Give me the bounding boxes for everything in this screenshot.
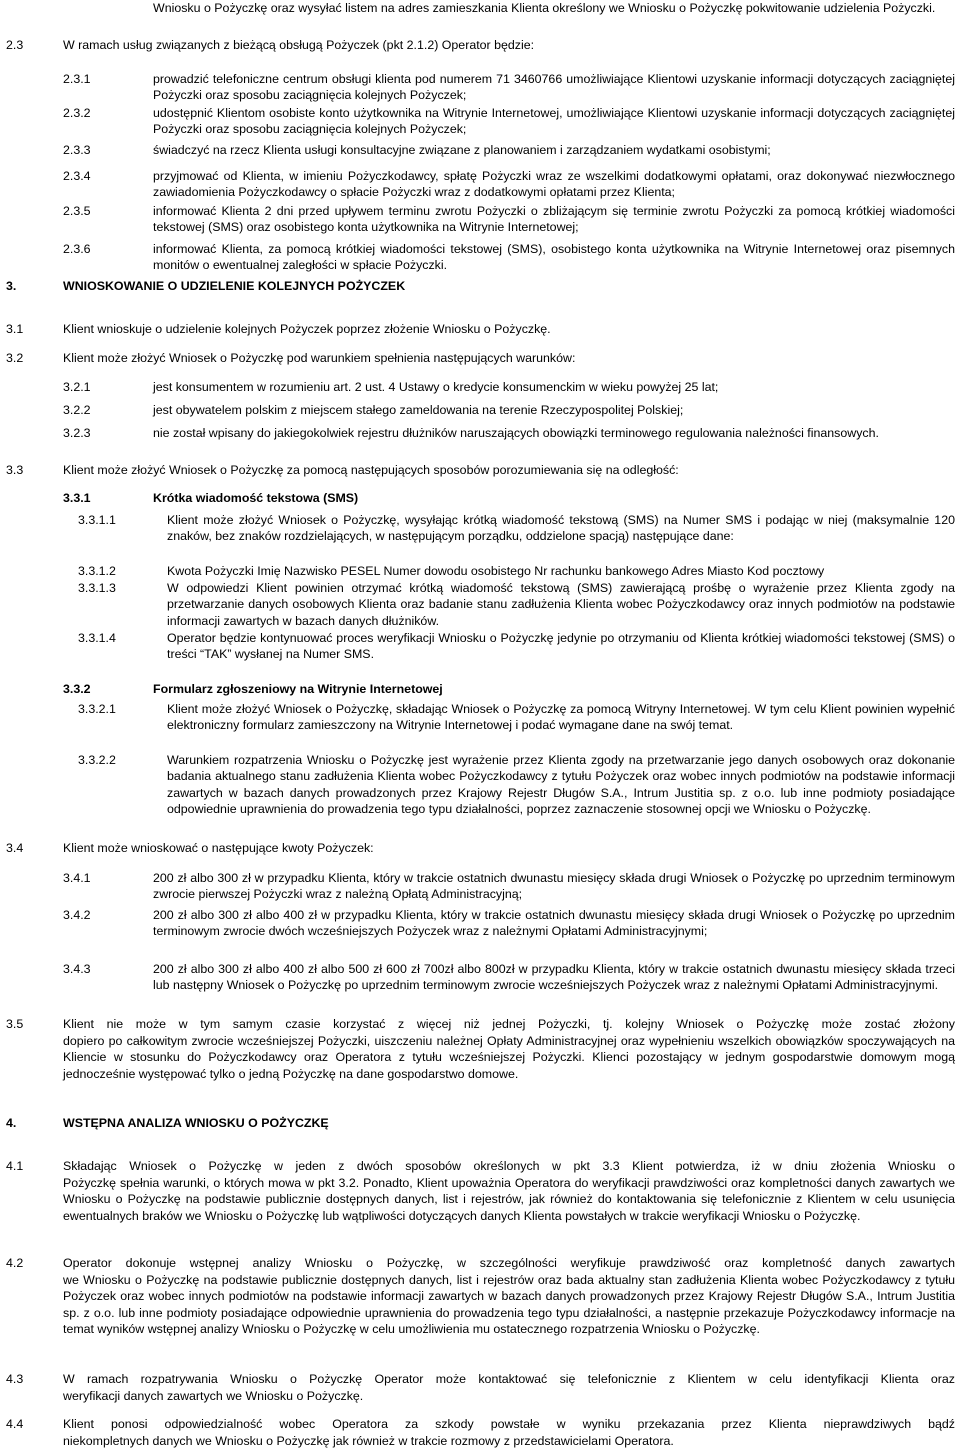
clause-number: 3.2.1 (63, 380, 91, 394)
clause-text: przyjmować od Klienta, w imieniu Pożyczkodawcy, spłatę Pożyczki wraz ze wszelkimi dodatkowymi opłatami, oraz dokonywać niezwłocznego zawiadomienia Pożyczkodawcy o spłacie Pożyczki wraz z dodatkowymi opłatami przez Klienta; (153, 169, 955, 200)
clause-number: 3.2.3 (63, 426, 91, 440)
section-text: W ramach usług związanych z bieżącą obsługą Pożyczek (pkt 2.1.2) Operator będzie: (63, 38, 535, 52)
section-text-first-line: W ramach rozpatrywania Wniosku o Pożyczkę Operator może kontaktować się telefonicznie z Klientem w celu identyfikacji Klienta oraz (63, 1372, 955, 1386)
clause-text: informować Klienta, za pomocą krótkiej wiadomości tekstowej (SMS), osobistego konta użytkownika na Witrynie Internetowej oraz pisemnych monitów o ewentualnej zaległości w spłacie Pożyczki. (153, 242, 955, 273)
clause-number: 3.3.2.1 (78, 702, 116, 716)
section-number: 3.4 (6, 841, 24, 855)
clause-text: nie został wpisany do jakiegokolwiek rejestru dłużników naruszających obowiązki terminowego regulowania należności finansowych. (153, 426, 879, 440)
section-text-first-line: Składając Wniosek o Pożyczkę w jeden z dwóch sposobów określonych w pkt 3.3 Klient potwierdza, iż w dniu złożenia Wniosku o (63, 1159, 955, 1173)
section-number: 3.2 (6, 351, 24, 365)
section-text: Klient wnioskuje o udzielenie kolejnych Pożyczek poprzez złożenie Wniosku o Pożyczkę. (63, 322, 551, 336)
subsection-title: Krótka wiadomość tekstowa (SMS) (153, 491, 359, 505)
subsection-number: 3.3.2 (63, 682, 91, 696)
clause-text: 200 zł albo 300 zł albo 400 zł w przypadku Klienta, który w trakcie ostatnich dwunastu miesięcy składa drugi Wniosek o Pożyczkę po uprzednim terminowym zwrocie dwóch wcześniejszych Pożyczek wraz z należnymi Opłatami Administracyjnymi; (153, 908, 955, 939)
section-number: 3.1 (6, 322, 24, 336)
clause-number: 3.4.2 (63, 908, 91, 922)
heading-number: 3. (6, 279, 17, 293)
section-number: 4.2 (6, 1256, 24, 1270)
section-text-first-line: Klient ponosi odpowiedzialność wobec Operatora za szkody powstałe w wyniku przekazania przez Klienta nieprawdziwych bądź (63, 1417, 955, 1431)
section-text-first-line: Operator dokonuje wstępnej analizy Wniosku o Pożyczkę, w szczególności weryfikuje prawdziwość oraz kompletność danych zawartych (63, 1256, 955, 1270)
section-text: Klient może złożyć Wniosek o Pożyczkę pod warunkiem spełnienia następujących warunków: (63, 351, 576, 365)
paragraph-text: Wniosku o Pożyczkę oraz wysyłać listem na adres zamieszkania Klienta określony we Wniosku o Pożyczkę pokwitowanie udzielenia Pożyczki. (153, 1, 936, 15)
clause-text: świadczyć na rzecz Klienta usługi konsultacyjne związane z planowaniem i zarządzaniem wydatkami osobistymi; (153, 143, 771, 157)
section-number: 4.4 (6, 1417, 24, 1431)
clause-text: 200 zł albo 300 zł albo 400 zł albo 500 zł 600 zł 700zł albo 800zł w przypadku Klienta, który w trakcie ostatnich dwunastu miesięcy składa trzeci lub następny Wniosek o Pożyczkę po uprzednim terminowym zwrocie wcześniejszych Pożyczek wraz z należnymi Opłatami Administracyjnymi. (153, 962, 955, 993)
clause-number: 2.3.5 (63, 204, 91, 218)
clause-text: 200 zł albo 300 zł w przypadku Klienta, który w trakcie ostatnich dwunastu miesięcy składa drugi Wniosek o Pożyczkę po uprzednim terminowym zwrocie pierwszej Pożyczki wraz z należną Opłatą Administracyjną; (153, 871, 955, 902)
clause-number: 2.3.1 (63, 72, 91, 86)
section-text-continued: Pożyczkę spełnia warunki, o których mowa w pkt 3.2. Ponadto, Klient upoważnia Operatora do weryfikacji prawdziwości oraz kompletności danych zawartych we Wniosku o Pożyczkę na podstawie publicznie dostępnych danych, list i rejestrów, jak również do kontaktowania się telefonicznie z Klientem w celu usunięcia ewentualnych braków we Wniosku o Pożyczkę lub wątpliwości dotyczących danych Klienta powstałych w trakcie weryfikacji Wniosku o Pożyczkę. (63, 1176, 955, 1223)
heading-text: WNIOSKOWANIE O UDZIELENIE KOLEJNYCH POŻYCZEK (63, 279, 406, 293)
clause-text: informować Klienta 2 dni przed upływem terminu zwrotu Pożyczki o zbliżającym się terminie zwrotu Pożyczki za pomocą krótkiej wiadomości tekstowej (SMS) oraz osobistego konta użytkownika na Witrynie Internetowej; (153, 204, 955, 235)
section-number: 3.3 (6, 463, 24, 477)
section-text-continued: dopiero po całkowitym zwrocie wcześniejszej Pożyczki, uiszczeniu należnej Opłaty Administracyjnej oraz wypełnieniu wszelkich obowiązków spoczywających na Kliencie w stosunku do Pożyczkodawcy oraz Operatora z tytułu wcześniejszej Pożyczki. Klienci pozostający w jednym gospodarstwie domowym mogą jednocześnie występować tylko o jedną Pożyczkę na dane gospodarstwo domowe. (63, 1034, 955, 1081)
clause-number: 2.3.2 (63, 106, 91, 120)
clause-number: 3.4.3 (63, 962, 91, 976)
clause-number: 2.3.3 (63, 143, 91, 157)
clause-text: W odpowiedzi Klient powinien otrzymać krótką wiadomość tekstową (SMS) zawierającą prośbę o wyrażenie przez Klienta zgody na przetwarzanie danych osobowych Klienta oraz badanie stanu zadłużenia Klienta wobec Pożyczkodawcy oraz innych podmiotów na podstawie informacji zawartych w bazach danych dłużników. (167, 581, 955, 628)
clause-number: 2.3.4 (63, 169, 91, 183)
section-text-continued: we Wniosku o Pożyczkę na podstawie publicznie dostępnych danych, list i rejestrów oraz bada aktualny stan zadłużenia Klienta wobec Pożyczkodawcy z tytułu Pożyczek oraz wobec innych podmiotów na podstawie informacji zawartych w bazach danych prowadzonych przez Krajowy Rejestr Długów S.A., Intrum Justitia sp. z o.o. lub inne podmioty posiadające odpowiednie uprawnienia do prowadzenia tego typu działalności, a następnie przekazuje Pożyczkodawcy informacje na temat wyników wstępnej analizy Wniosku o Pożyczkę w celu umożliwienia mu ostatecznego rozpatrzenia Wniosku o Pożyczkę. (63, 1273, 955, 1337)
clause-text: Klient może złożyć Wniosek o Pożyczkę, składając Wniosek o Pożyczkę za pomocą Witryny Internetowej. W tym celu Klient powinien wypełnić elektroniczny formularz zamieszczony na Witrynie Internetowej i podać wymagane dane na swój temat. (167, 702, 955, 733)
section-text-continued: niekompletnych danych we Wniosku o Pożyczkę jak również w trakcie rozmowy z przedstawicielami Operatora. (63, 1434, 674, 1448)
clause-number: 3.3.1.1 (78, 513, 116, 527)
clause-number: 3.4.1 (63, 871, 91, 885)
clause-text: Klient może złożyć Wniosek o Pożyczkę, wysyłając krótką wiadomość tekstową (SMS) na Numer SMS i podając w niej (maksymalnie 120 znaków, bez znaków rozdzielających, w następującym porządku, oddzielone spacją) następujące dane: (167, 513, 955, 544)
clause-number: 3.3.1.4 (78, 631, 116, 645)
section-text-first-line: Klient nie może w tym samym czasie korzystać z więcej niż jednej Pożyczki, tj. kolejny Wniosek o Pożyczkę może zostać złożony (63, 1017, 955, 1031)
clause-text: jest konsumentem w rozumieniu art. 2 ust. 4 Ustawy o kredycie konsumenckim w wieku powyżej 25 lat; (153, 380, 719, 394)
subsection-title: Formularz zgłoszeniowy na Witrynie Internetowej (153, 682, 443, 696)
clause-text: Operator będzie kontynuować proces weryfikacji Wniosku o Pożyczkę jedynie po otrzymaniu od Klienta krótkiej wiadomości tekstowej (SMS) o treści “TAK” wysłanej na Numer SMS. (167, 631, 955, 662)
clause-text: Warunkiem rozpatrzenia Wniosku o Pożyczkę jest wyrażenie przez Klienta zgody na przetwarzanie jego danych osobowych oraz dokonanie badania aktualnego stanu zadłużenia Klienta wobec Pożyczkodawcy z tytułu Pożyczek oraz wobec innych podmiotów na podstawie informacji zawartych w bazach danych prowadzonych przez Krajowy Rejestr Długów S.A., Intrum Justitia sp. z o.o. lub inne podmioty posiadające odpowiednie uprawnienia do prowadzenia tego typu działalności, poprzez zaznaczenie stosownej opcji we Wniosku o Pożyczkę. (167, 753, 955, 817)
clause-number: 3.3.2.2 (78, 753, 116, 767)
section-text: Klient może złożyć Wniosek o Pożyczkę za pomocą następujących sposobów porozumiewania się na odległość: (63, 463, 679, 477)
heading-number: 4. (6, 1116, 17, 1130)
section-text: Klient może wnioskować o następujące kwoty Pożyczek: (63, 841, 374, 855)
section-number: 4.3 (6, 1372, 24, 1386)
clause-text: udostępnić Klientom osobiste konto użytkownika na Witrynie Internetowej, umożliwiające Klientowi uzyskanie informacji dotyczących zaciągniętej Pożyczki oraz sposobu zaciągnięcia kolejnych Pożyczek; (153, 106, 955, 137)
section-number: 4.1 (6, 1159, 24, 1173)
section-number: 3.5 (6, 1017, 24, 1031)
clause-text: Kwota Pożyczki Imię Nazwisko PESEL Numer dowodu osobistego Nr rachunku bankowego Adres Miasto Kod pocztowy (167, 564, 825, 578)
clause-text: jest obywatelem polskim z miejscem stałego zameldowania na terenie Rzeczypospolitej Polskiej; (153, 403, 684, 417)
section-text-continued: weryfikacji danych zawartych we Wniosku o Pożyczkę. (63, 1389, 364, 1403)
clause-number: 3.2.2 (63, 403, 91, 417)
clause-number: 3.3.1.2 (78, 564, 116, 578)
clause-number: 2.3.6 (63, 242, 91, 256)
clause-number: 3.3.1.3 (78, 581, 116, 595)
clause-text: prowadzić telefoniczne centrum obsługi klienta pod numerem 71 3460766 umożliwiające Klientowi uzyskanie informacji dotyczących zaciągniętej Pożyczki oraz sposobu zaciągnięcia kolejnych Pożyczek; (153, 72, 955, 103)
section-number: 2.3 (6, 38, 24, 52)
heading-text: WSTĘPNA ANALIZA WNIOSKU O POŻYCZKĘ (63, 1116, 329, 1130)
subsection-number: 3.3.1 (63, 491, 91, 505)
